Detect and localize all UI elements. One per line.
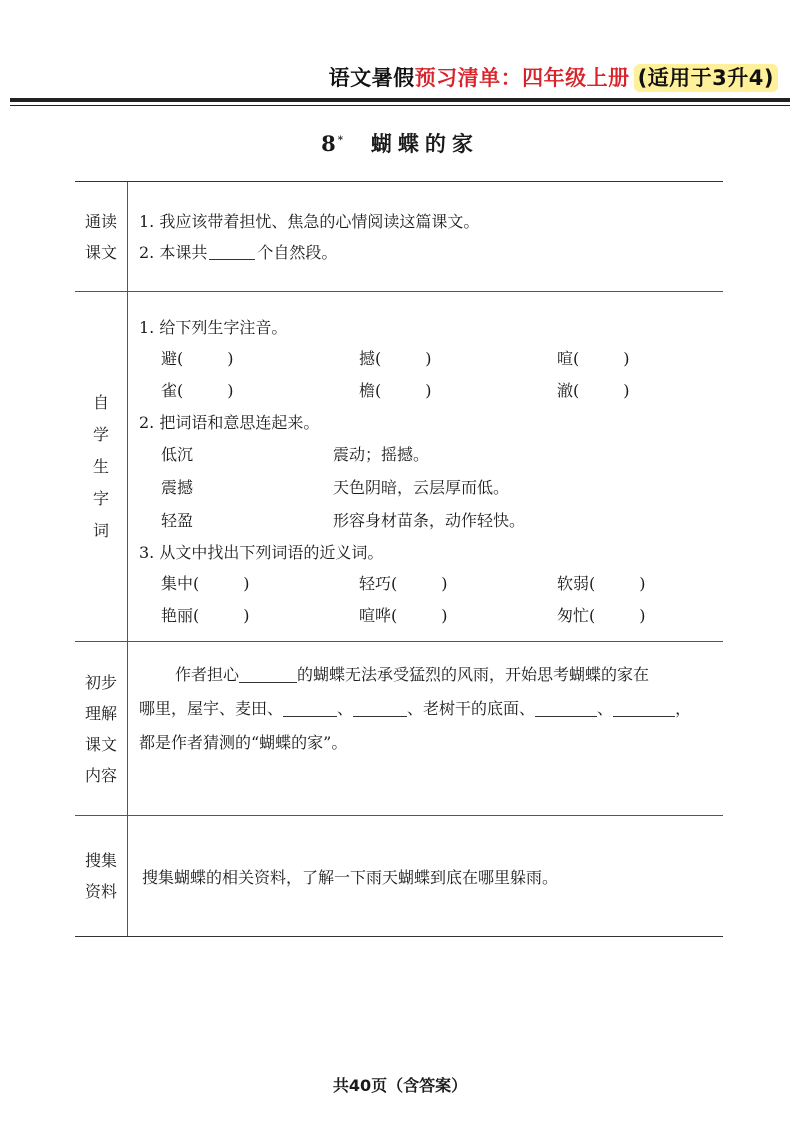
synonym-word: 轻巧(: [359, 574, 398, 593]
collect-text: 搜集蝴蝶的相关资料，了解一下雨天蝴蝶到底在哪里躲雨。: [142, 867, 559, 887]
synonym-item[interactable]: [359, 600, 557, 632]
pinyin-item[interactable]: [161, 343, 359, 375]
paren-close: ): [623, 381, 630, 400]
pinyin-item[interactable]: [557, 343, 677, 375]
paren-close: ): [441, 574, 448, 593]
label-line: 课文: [84, 734, 117, 754]
synonym-row: [139, 600, 723, 632]
synonym-item[interactable]: [161, 600, 359, 632]
label-line: 初步: [84, 672, 117, 692]
synonym-word: 喧哗(: [359, 606, 398, 625]
pinyin-char: 避(: [161, 349, 184, 368]
paren-close: ): [639, 606, 646, 625]
pinyin-row: [139, 375, 723, 407]
synonym-item[interactable]: [359, 568, 557, 600]
synonym-row: [139, 568, 723, 600]
paren-close: ): [441, 606, 448, 625]
row-understand-content: [128, 642, 723, 815]
understand-text: 哪里，屋宇、麦田、: [139, 699, 284, 718]
row-understand: [75, 642, 723, 816]
pinyin-char: 雀(: [161, 381, 184, 400]
page-footer: 共40页（含答案）: [332, 1076, 468, 1095]
study-q1: 1. 给下列生字注音。: [139, 318, 288, 337]
fill-blank[interactable]: [239, 664, 297, 683]
pinyin-item[interactable]: [161, 375, 359, 407]
label-char: 学: [92, 424, 109, 444]
row-understand-label: [75, 642, 128, 815]
lesson-number: 8: [321, 131, 336, 156]
read-q2-suffix: 个自然段。: [257, 243, 338, 262]
read-q2: [139, 237, 723, 268]
fill-blank[interactable]: [283, 698, 337, 717]
synonym-word: 匆忙(: [557, 606, 596, 625]
label-line: 通读: [84, 211, 117, 231]
understand-text: ，: [675, 699, 692, 718]
match-row[interactable]: [139, 471, 723, 504]
lesson-title: [0, 128, 800, 158]
label-line: 资料: [84, 882, 117, 901]
lesson-name: 蝴蝶的家: [370, 131, 479, 156]
paren-close: ): [227, 381, 234, 400]
lesson-star: *: [337, 135, 343, 146]
match-meaning: 震动；摇撼。: [333, 445, 430, 464]
paren-close: ): [623, 349, 630, 368]
match-row[interactable]: [139, 504, 723, 537]
synonym-item[interactable]: [161, 568, 359, 600]
row-read-content: [128, 182, 723, 291]
label-char: 字: [92, 488, 109, 508]
row-self-study-content: [128, 292, 723, 641]
pinyin-item[interactable]: [359, 375, 557, 407]
pinyin-char: 撼(: [359, 349, 382, 368]
fill-blank[interactable]: [353, 698, 407, 717]
paren-close: ): [243, 574, 250, 593]
match-meaning: 天色阴暗，云层厚而低。: [333, 478, 510, 497]
read-q2-prefix: 2. 本课共: [139, 243, 208, 262]
understand-text: 的蝴蝶无法承受猛烈的风雨，开始思考蝴蝶的家在: [297, 665, 650, 684]
synonym-word: 艳丽(: [161, 606, 200, 625]
synonym-word: 软弱(: [557, 574, 596, 593]
match-word: 震撼: [161, 478, 194, 497]
match-row[interactable]: [139, 438, 723, 471]
synonym-item[interactable]: [557, 568, 677, 600]
match-meaning: 形容身材苗条，动作轻快。: [333, 511, 526, 530]
label-line: 内容: [84, 765, 117, 785]
understand-text: 都是作者猜测的“蝴蝶的家”。: [139, 733, 348, 752]
pinyin-row: [139, 343, 723, 375]
read-q1: 1. 我应该带着担忧、焦急的心情阅读这篇课文。: [139, 212, 480, 231]
label-line: 搜集: [84, 851, 117, 870]
paren-close: ): [639, 574, 646, 593]
synonym-item[interactable]: [557, 600, 677, 632]
understand-paragraph: [139, 642, 723, 760]
header-tag: (适用于3升4): [634, 64, 778, 92]
understand-text: 、老树干的底面、: [407, 699, 536, 718]
paragraph-count-blank[interactable]: [209, 243, 255, 260]
fill-blank[interactable]: [613, 698, 675, 717]
label-line: 课文: [84, 242, 117, 262]
pinyin-char: 檐(: [359, 381, 382, 400]
pinyin-item[interactable]: [557, 375, 677, 407]
understand-sep: 、: [597, 699, 614, 718]
synonym-word: 集中(: [161, 574, 200, 593]
study-q3: 3. 从文中找出下列词语的近义词。: [139, 543, 384, 562]
paren-close: ): [243, 606, 250, 625]
study-q2: 2. 把词语和意思连起来。: [139, 413, 320, 432]
pinyin-item[interactable]: [359, 343, 557, 375]
label-char: 自: [92, 392, 109, 412]
header-part1: 语文暑假: [328, 66, 415, 90]
header-rule-thin: [10, 105, 790, 106]
pinyin-char: 澈(: [557, 381, 580, 400]
header-rule-thick: [10, 98, 790, 102]
label-char: 词: [92, 520, 109, 540]
row-collect-label: [75, 816, 128, 936]
fill-blank[interactable]: [535, 698, 597, 717]
match-word: 轻盈: [161, 511, 194, 530]
pinyin-char: 喧(: [557, 349, 580, 368]
match-word: 低沉: [161, 445, 194, 464]
header-title: [329, 62, 778, 92]
paren-close: ): [425, 381, 432, 400]
understand-sep: 、: [337, 699, 354, 718]
row-self-study-label: [75, 292, 128, 641]
worksheet-table: [75, 181, 723, 937]
understand-text: 作者担心: [175, 665, 240, 684]
header-grade: 四年级上册: [522, 66, 630, 90]
row-read-label: [75, 182, 128, 291]
row-collect: [75, 816, 723, 936]
row-self-study: [75, 292, 723, 642]
paren-close: ): [425, 349, 432, 368]
paren-close: ): [227, 349, 234, 368]
row-collect-content: [128, 816, 723, 936]
row-read: [75, 182, 723, 292]
label-line: 理解: [84, 703, 117, 723]
label-char: 生: [92, 456, 109, 476]
header-part2: 预习清单：: [414, 66, 523, 90]
